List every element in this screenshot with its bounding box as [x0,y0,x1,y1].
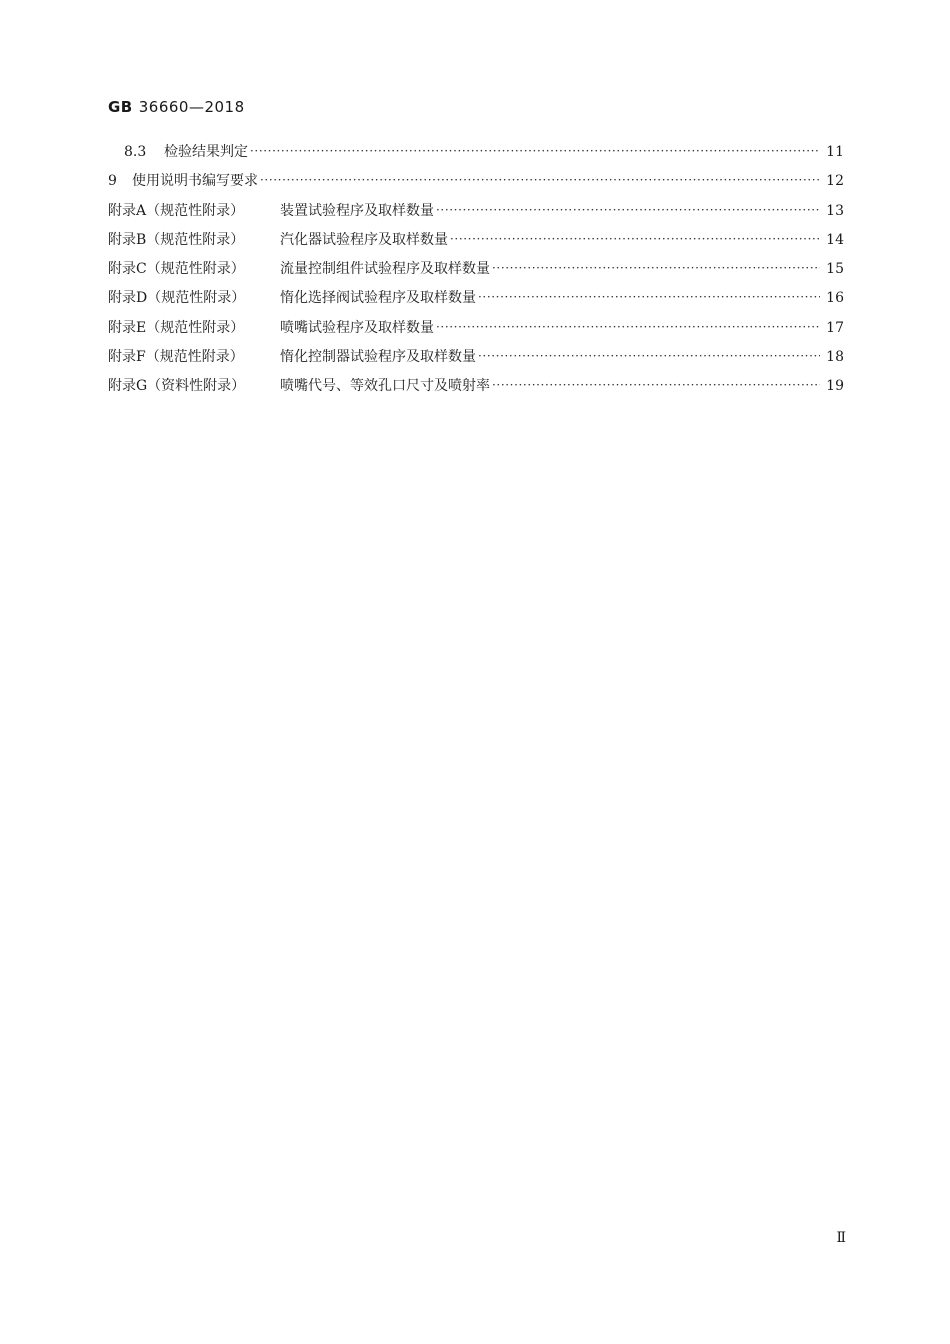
document-header [108,98,245,116]
toc-entry-page: 14 [826,231,844,248]
toc-entry-page: 16 [826,290,844,307]
toc-leader-dots [260,172,820,188]
toc-entry-title: 惰化控制器试验程序及取样数量 [280,349,476,366]
toc-entry-page: 19 [826,378,844,395]
toc-entry[interactable] [108,170,844,199]
toc-entry[interactable] [108,200,844,229]
toc-entry-number: 附录E（规范性附录） [108,319,245,336]
page-number: Ⅱ [836,1230,846,1246]
toc-entry-page: 13 [826,202,844,219]
toc-entry[interactable] [108,258,844,287]
toc-entry-number: 附录D（规范性附录） [108,290,246,307]
toc-leader-dots [250,143,820,159]
toc-entry-title: 流量控制组件试验程序及取样数量 [280,261,490,278]
toc-leader-dots [478,289,820,305]
toc-entry[interactable] [108,317,844,346]
toc-entry[interactable] [108,141,844,170]
toc-entry-number: 附录G（资料性附录） [108,378,246,395]
toc-entry-number: 附录C（规范性附录） [108,261,245,278]
standard-prefix: GB [108,98,133,116]
toc-entry-page: 11 [826,144,844,160]
toc-leader-dots [492,260,820,276]
table-of-contents [108,141,844,405]
toc-entry-title: 装置试验程序及取样数量 [280,202,434,219]
toc-entry-page: 12 [826,173,844,190]
toc-entry-page: 18 [826,349,844,366]
toc-entry-page: 15 [826,261,844,278]
toc-entry-number: 附录A（规范性附录） [108,202,245,219]
toc-leader-dots [436,319,820,335]
toc-leader-dots [492,377,820,393]
toc-entry-number: 附录F（规范性附录） [108,349,244,366]
toc-entry-page: 17 [826,319,844,336]
toc-entry[interactable] [108,375,844,404]
toc-entry-title: 喷嘴试验程序及取样数量 [280,319,434,336]
toc-entry-number: 附录B（规范性附录） [108,231,245,248]
toc-entry[interactable] [108,346,844,375]
toc-entry-title: 喷嘴代号、等效孔口尺寸及喷射率 [280,378,490,395]
toc-entry-title: 检验结果判定 [164,144,248,160]
toc-entry-title: 使用说明书编写要求 [132,173,258,190]
toc-entry-title: 汽化器试验程序及取样数量 [280,231,448,248]
toc-entry-number: 9 [108,173,117,190]
toc-entry-number: 8.3 [124,144,147,160]
toc-leader-dots [436,202,820,218]
toc-entry[interactable] [108,229,844,258]
toc-entry[interactable] [108,287,844,316]
standard-number: 36660—2018 [138,98,245,116]
toc-leader-dots [450,231,820,247]
toc-entry-title: 惰化选择阀试验程序及取样数量 [280,290,476,307]
toc-leader-dots [478,348,820,364]
